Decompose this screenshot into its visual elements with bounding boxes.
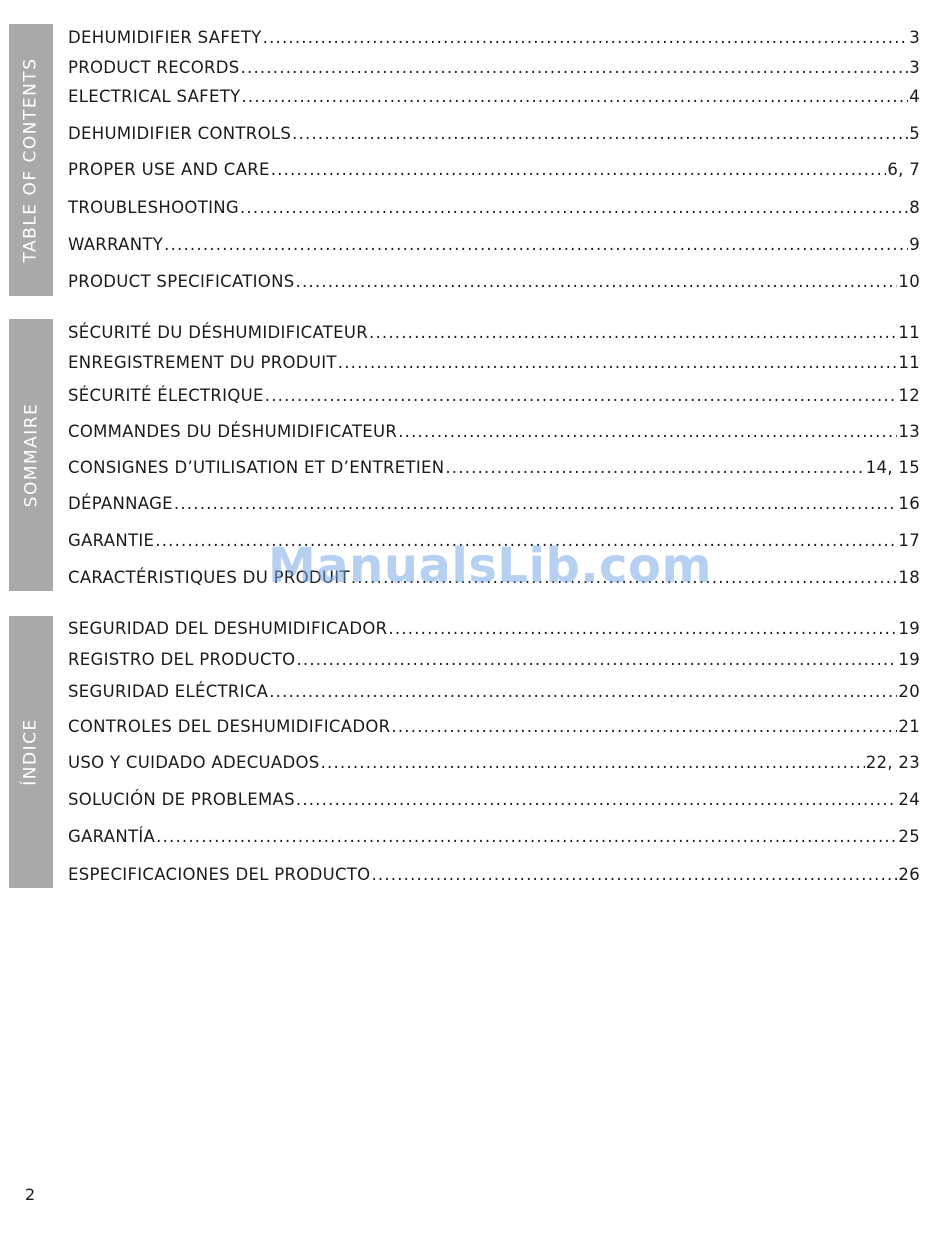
entry-title: PROPER USE AND CARE [68, 160, 270, 179]
dot-leader [371, 864, 897, 886]
entry-title: SEGURIDAD DEL DESHUMIDIFICADOR [68, 619, 388, 638]
toc-entry[interactable] [68, 322, 920, 344]
entry-page: 20 [898, 682, 920, 701]
entry-page: 11 [898, 353, 920, 372]
toc-entry[interactable] [68, 789, 920, 811]
entry-page: 10 [898, 272, 920, 291]
toc-entry[interactable] [68, 234, 920, 256]
toc-entry[interactable] [68, 385, 920, 407]
entry-page: 14, 15 [865, 458, 920, 477]
entry-title: CONSIGNES D’UTILISATION ET D’ENTRETIEN [68, 458, 445, 477]
entry-title: CONTROLES DEL DESHUMIDIFICADOR [68, 717, 391, 736]
entry-title: SEGURIDAD ELÉCTRICA [68, 682, 269, 701]
entry-title: DEHUMIDIFIER CONTROLS [68, 124, 292, 143]
dot-leader [240, 197, 908, 219]
entry-title: PRODUCT SPECIFICATIONS [68, 272, 295, 291]
entry-page: 3 [909, 28, 920, 47]
toc-entry[interactable] [68, 197, 920, 219]
entry-page: 19 [898, 650, 920, 669]
entry-title: REGISTRO DEL PRODUCTO [68, 650, 296, 669]
entry-page: 12 [898, 386, 920, 405]
entry-title: ENREGISTREMENT DU PRODUIT [68, 353, 337, 372]
dot-leader [241, 57, 909, 79]
entry-title: ELECTRICAL SAFETY [68, 87, 241, 106]
dot-leader [321, 752, 865, 774]
entry-title: ESPECIFICACIONES DEL PRODUCTO [68, 865, 371, 884]
dot-leader [263, 27, 909, 49]
dot-leader [296, 789, 898, 811]
section-tab-label: TABLE OF CONTENTS [21, 57, 41, 263]
entry-page: 13 [898, 422, 920, 441]
entry-page: 4 [909, 87, 920, 106]
entry-page: 21 [898, 717, 920, 736]
toc-entry[interactable] [68, 352, 920, 374]
entry-page: 17 [898, 531, 920, 550]
entry-page: 24 [898, 790, 920, 809]
toc-entry[interactable] [68, 86, 920, 108]
entry-title: COMMANDES DU DÉSHUMIDIFICATEUR [68, 422, 398, 441]
toc-entry[interactable] [68, 271, 920, 293]
dot-leader [388, 618, 897, 640]
entry-page: 9 [909, 235, 920, 254]
toc-entry[interactable] [68, 826, 920, 848]
dot-leader [265, 385, 898, 407]
dot-leader [296, 649, 897, 671]
dot-leader [241, 86, 908, 108]
tab-indice [9, 616, 53, 888]
dot-leader [398, 421, 897, 443]
entry-page: 11 [898, 323, 920, 342]
dot-leader [338, 352, 898, 374]
entry-page: 25 [898, 827, 920, 846]
entry-title: SOLUCIÓN DE PROBLEMAS [68, 790, 295, 809]
dot-leader [156, 826, 897, 848]
dot-leader [174, 493, 897, 515]
entry-page: 26 [898, 865, 920, 884]
page-number: 2 [25, 1185, 36, 1204]
entry-page: 5 [909, 124, 920, 143]
tab-sommaire [9, 319, 53, 591]
toc-entry[interactable] [68, 864, 920, 886]
dot-leader [269, 681, 897, 703]
dot-leader [296, 271, 898, 293]
entry-page: 8 [909, 198, 920, 217]
toc-entry[interactable] [68, 159, 920, 181]
section-tab-label: ÍNDICE [21, 718, 42, 786]
dot-leader [369, 322, 897, 344]
entry-page: 3 [909, 58, 920, 77]
entry-title: PRODUCT RECORDS [68, 58, 240, 77]
entry-title: DÉPANNAGE [68, 494, 173, 513]
entry-title: SÉCURITÉ DU DÉSHUMIDIFICATEUR [68, 323, 368, 342]
entry-page: 16 [898, 494, 920, 513]
dot-leader [271, 159, 887, 181]
toc-entry[interactable] [68, 457, 920, 479]
entry-page: 19 [898, 619, 920, 638]
toc-entry[interactable] [68, 752, 920, 774]
entry-page: 22, 23 [865, 753, 920, 772]
toc-entry[interactable] [68, 681, 920, 703]
toc-entry[interactable] [68, 27, 920, 49]
watermark: ManualsLib.com [268, 538, 712, 594]
entry-title: SÉCURITÉ ÉLECTRIQUE [68, 386, 264, 405]
toc-entry[interactable] [68, 123, 920, 145]
dot-leader [164, 234, 908, 256]
toc-entry[interactable] [68, 493, 920, 515]
entry-title: TROUBLESHOOTING [68, 198, 239, 217]
entry-title: DEHUMIDIFIER SAFETY [68, 28, 262, 47]
entry-page: 6, 7 [887, 160, 920, 179]
toc-entry[interactable] [68, 618, 920, 640]
section-tab-label: SOMMAIRE [21, 402, 42, 508]
toc-entry[interactable] [68, 649, 920, 671]
toc-entry[interactable] [68, 716, 920, 738]
entry-title: USO Y CUIDADO ADECUADOS [68, 753, 320, 772]
toc-entry[interactable] [68, 57, 920, 79]
dot-leader [445, 457, 864, 479]
entry-title: WARRANTY [68, 235, 164, 254]
entry-page: 18 [898, 568, 920, 587]
entry-title: GARANTIE [68, 531, 155, 550]
dot-leader [391, 716, 897, 738]
dot-leader [292, 123, 908, 145]
toc-entry[interactable] [68, 421, 920, 443]
entry-title: GARANTÍA [68, 827, 156, 846]
entry-title: CARACTÉRISTIQUES DU PRODUIT [68, 568, 350, 587]
tab-table-of-contents [9, 24, 53, 296]
